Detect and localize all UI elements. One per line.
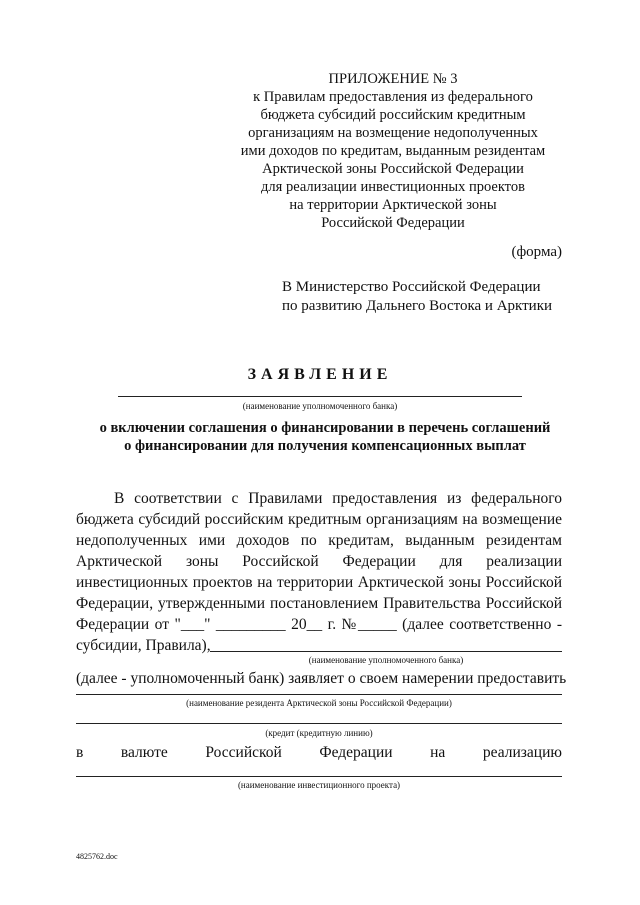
currency-word: в (76, 744, 84, 761)
appendix-line: ими доходов по кредитам, выданным резидентам (240, 143, 546, 159)
body-line-3: недополученных ими доходов по кредитам, выданным резидентам (76, 532, 562, 549)
subject-line-2: о финансировании для получения компенсационных выплат (124, 438, 526, 454)
appendix-line: на территории Арктической зоны (289, 197, 497, 213)
body-line-6: Федерации, утвержденными постановлением Правительства Российской (76, 595, 562, 612)
appendix-header (228, 70, 558, 232)
bank-name-mid-caption: (наименование уполномоченного банка) (308, 655, 464, 665)
recipient-line-2: по развитию Дальнего Востока и Арктики (282, 298, 553, 314)
body-word: Федерации (342, 553, 416, 570)
recipient-line-1: В Министерство Российской Федерации (282, 279, 541, 295)
currency-word: реализацию (482, 744, 562, 761)
project-caption: (наименование инвестиционного проекта) (237, 780, 401, 790)
project-blank[interactable] (76, 776, 562, 777)
bank-name-mid-blank[interactable] (210, 651, 562, 652)
appendix-line: Российской Федерации (321, 215, 465, 231)
body-word: реализации (486, 553, 562, 570)
bank-name-blank[interactable] (118, 396, 522, 397)
appendix-line: для реализации инвестиционных проектов (261, 179, 525, 195)
body-word: для (439, 553, 463, 570)
appendix-line: ПРИЛОЖЕНИЕ № 3 (328, 71, 458, 87)
body-line-7: Федерации от "___" _________ 20__ г. №_____ (далее соответственно - (76, 616, 562, 633)
body-line-1: В соответствии с Правилами предоставления из федерального (114, 490, 562, 507)
appendix-line: бюджета субсидий российским кредитным (260, 107, 526, 123)
recipient-block (282, 278, 552, 316)
currency-line (76, 742, 562, 763)
currency-word: Российской (205, 744, 282, 761)
credit-blank[interactable] (76, 723, 562, 724)
appendix-line: Арктической зоны Российской Федерации (262, 161, 524, 177)
body-word: Арктической (76, 553, 163, 570)
body-line-5: инвестиционных проектов на территории Арктической зоны Российской (76, 574, 562, 591)
body-word: Российской (242, 553, 319, 570)
form-label: (форма) (511, 244, 562, 260)
credit-caption: (кредит (кредитную линию) (265, 728, 373, 738)
currency-word: Федерации (319, 744, 393, 761)
body-line-4 (76, 551, 562, 572)
intent-line: (далее - уполномоченный банк) заявляет о своем намерении предоставить (76, 670, 567, 687)
bank-name-caption: (наименование уполномоченного банка) (242, 401, 398, 411)
currency-word: на (430, 744, 446, 761)
resident-caption: (наименование резидента Арктической зоны Российской Федерации) (186, 698, 452, 708)
document-subject (60, 419, 590, 455)
body-word: зоны (185, 553, 219, 570)
appendix-line: организациям на возмещение недополученных (248, 125, 538, 141)
currency-word: валюте (120, 744, 168, 761)
body-line-2: бюджета субсидий российским кредитным организациям на возмещение (76, 511, 562, 528)
resident-blank[interactable] (76, 694, 562, 695)
body-line-8: субсидии, Правила), (76, 637, 211, 654)
footer-file-code: 4825762.doc (76, 852, 118, 861)
document-title: ЗАЯВЛЕНИЕ (247, 366, 393, 383)
subject-line-1: о включении соглашения о финансировании в перечень соглашений (99, 420, 551, 436)
appendix-line: к Правилам предоставления из федерального (253, 89, 533, 105)
